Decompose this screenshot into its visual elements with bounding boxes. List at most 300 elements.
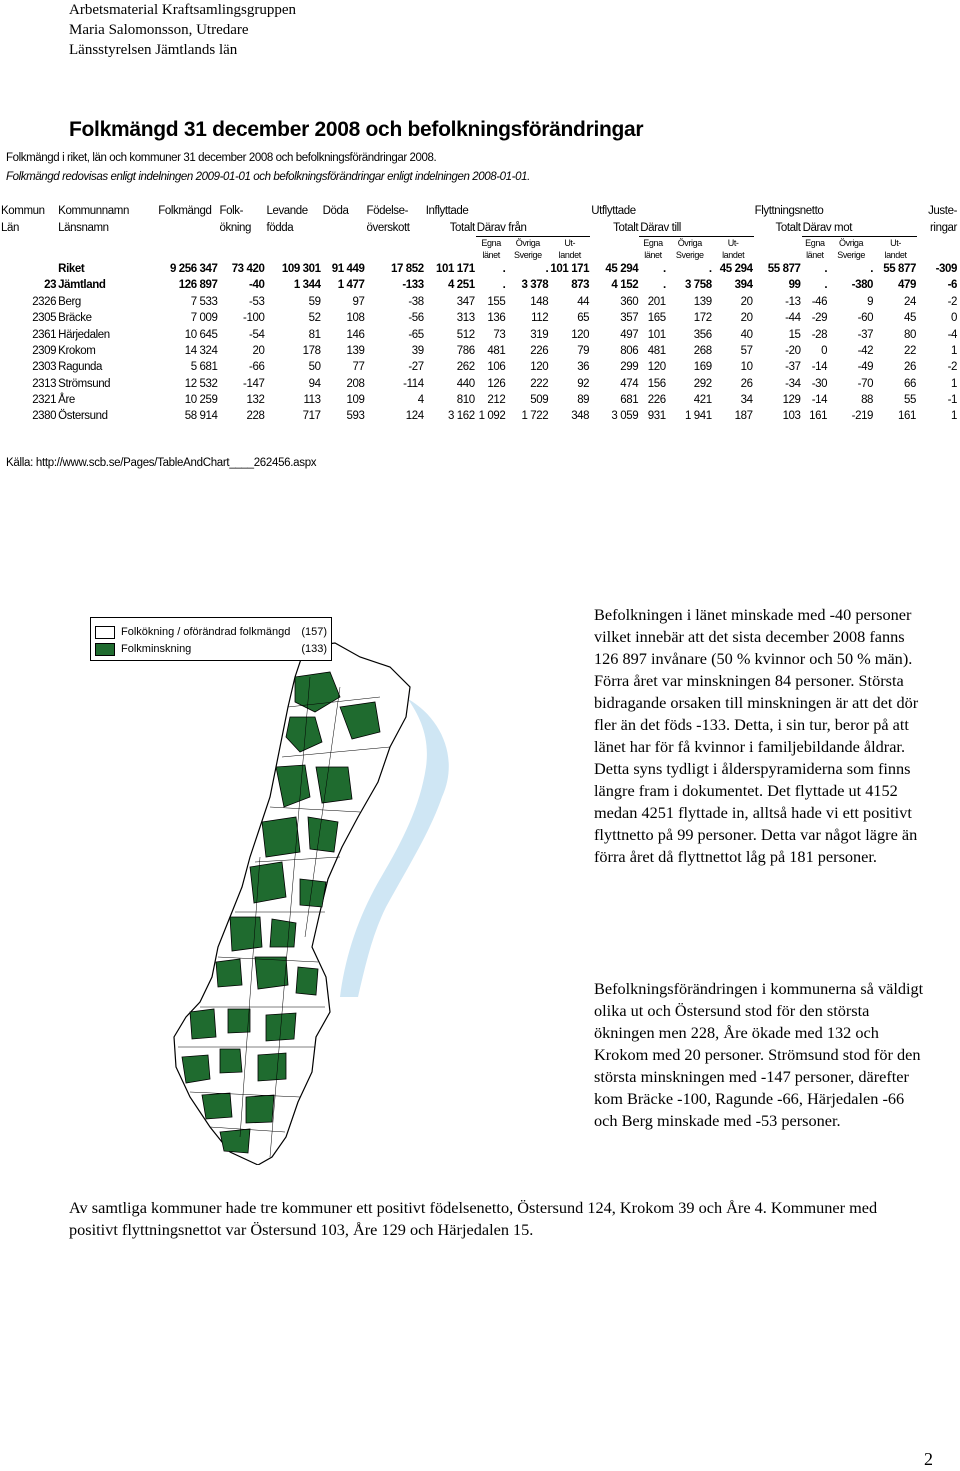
table-cell: 512 (456, 328, 475, 341)
col-header: Kommun (1, 205, 45, 218)
table-cell: 2303 (32, 361, 57, 374)
table-cell: 474 (620, 377, 639, 390)
table-cell: 55 (904, 394, 916, 407)
table-cell: 357 (620, 312, 639, 325)
table-cell: 4 152 (611, 279, 639, 292)
table-cell: -37 (857, 328, 874, 341)
table-cell: 172 (693, 312, 712, 325)
legend-item-decline (95, 641, 327, 657)
table-cell: 497 (620, 328, 639, 341)
map-legend (90, 617, 332, 661)
table-cell: 786 (456, 344, 475, 357)
table-row (0, 326, 958, 342)
table-cell: 479 (898, 279, 916, 292)
table-cell: 65 (577, 312, 590, 325)
col-group-header: Flyttningsnetto (754, 205, 824, 218)
table-cell: 509 (530, 394, 549, 407)
table-cell: 40 (740, 328, 753, 341)
table-cell: . (502, 279, 506, 292)
col-header: Kommunnamn (58, 205, 129, 218)
table-cell: 10 259 (184, 394, 218, 407)
table-cell: 34 (740, 394, 753, 407)
municipality-name-cell: Berg (58, 295, 81, 308)
table-cell: 0 (951, 312, 957, 325)
table-row (0, 392, 958, 408)
municipality-name-cell: Jämtland (58, 279, 106, 292)
table-cell: -4 (947, 328, 957, 341)
col-header: Döda (322, 205, 349, 218)
sub-header: Ut- (890, 237, 901, 248)
decline-municipality (300, 879, 326, 907)
col-header: Levande (266, 205, 308, 218)
legend-label: Folkminskning (121, 643, 192, 655)
table-cell: 1 941 (684, 410, 712, 423)
table-cell: 55 877 (883, 262, 916, 275)
table-note: Folkmängd redovisas enligt indelningen 2009-01-01 och befolkningsförändringar enligt indelningen 2008-01-01. (6, 171, 530, 183)
table-cell: -44 (785, 312, 801, 325)
sub-header: Övriga (677, 237, 702, 248)
table-cell: 146 (346, 328, 365, 341)
table-header-row-1 (0, 203, 958, 219)
col-group-header: Utflyttade (591, 205, 636, 218)
table-cell: 94 (308, 377, 321, 390)
table-cell: 45 (904, 312, 916, 325)
table-cell: 3 378 (521, 279, 549, 292)
table-cell: -37 (785, 361, 801, 374)
table-cell: 50 (308, 361, 321, 374)
table-cell: 24 (904, 295, 916, 308)
table-cell: 3 162 (448, 410, 475, 423)
table-cell: 124 (405, 410, 424, 423)
table-cell: -219 (851, 410, 874, 423)
table-cell: 73 (493, 328, 506, 341)
table-cell: -147 (243, 377, 265, 390)
decline-municipality (220, 1049, 242, 1073)
table-cell: 126 897 (178, 279, 218, 292)
table-cell: 126 (487, 377, 506, 390)
table-cell: 22 (904, 344, 916, 357)
table-cell: 17 852 (390, 262, 424, 275)
col-subgroup-header: Därav till (639, 219, 753, 236)
table-cell: 873 (571, 279, 590, 292)
table-cell: -14 (811, 394, 828, 407)
table-cell: -20 (785, 344, 801, 357)
municipality-name-cell: Härjedalen (58, 328, 110, 341)
col-header: Totalt (449, 221, 475, 234)
decline-municipality (250, 862, 286, 903)
table-cell: 292 (693, 377, 712, 390)
decline-municipality (230, 917, 262, 951)
table-cell: -29 (811, 312, 828, 325)
col-group-header: Inflyttade (425, 205, 469, 218)
header-line-2: Maria Salomonsson, Utredare (69, 22, 249, 38)
table-row (0, 359, 958, 375)
table-cell: 717 (302, 410, 321, 423)
table-cell: 1 (951, 344, 957, 357)
decline-municipality (190, 1009, 216, 1039)
table-cell: 2326 (32, 295, 57, 308)
sub-header: landet (722, 249, 745, 260)
decline-municipality (220, 1129, 250, 1153)
table-cell: 2321 (32, 394, 57, 407)
table-cell: -53 (249, 295, 265, 308)
sub-header: Egna (805, 237, 825, 248)
table-cell: . (824, 262, 828, 275)
table-header-row-4 (0, 249, 958, 261)
table-cell: 347 (456, 295, 475, 308)
table-cell: . (662, 279, 666, 292)
table-cell: 4 251 (448, 279, 475, 292)
col-header: födda (266, 221, 294, 234)
population-table (0, 203, 960, 425)
table-cell: 3 758 (684, 279, 712, 292)
page-number: 2 (924, 1449, 933, 1469)
col-subgroup-header: Därav mot (802, 219, 917, 236)
table-cell: -70 (857, 377, 874, 390)
table-body (0, 261, 958, 425)
table-cell: -1 (947, 394, 957, 407)
table-cell: 481 (647, 344, 666, 357)
table-cell: 155 (487, 295, 506, 308)
table-cell: 120 (647, 361, 666, 374)
table-cell: 9 256 347 (169, 262, 218, 275)
table-cell: 129 (782, 394, 801, 407)
table-cell: 88 (861, 394, 874, 407)
col-header: ringar (929, 221, 957, 234)
table-cell: 20 (740, 295, 753, 308)
table-cell: 139 (693, 295, 712, 308)
table-cell: 132 (246, 394, 265, 407)
table-cell: 81 (308, 328, 321, 341)
table-cell: 810 (456, 394, 475, 407)
table-cell: 593 (346, 410, 365, 423)
decline-municipality (258, 1053, 286, 1081)
table-row (0, 343, 958, 359)
table-cell: -56 (408, 312, 424, 325)
table-cell: . (824, 279, 828, 292)
table-cell: 39 (411, 344, 424, 357)
paragraph-municipality-changes: Befolkningsförändringen i kommunerna så väldigt olika ut och Östersund stod för den största ökningen men 228, Åre ökade med 132 och Krokom med 20 personer. Strömsund stod för den största minskningen med -147 personer, därefter kom Bräcke -100, Ragunde -66, Härjedalen -66 och Berg minskade med -53 personer. (594, 979, 924, 1130)
table-row (0, 310, 958, 326)
table-cell: 2309 (32, 344, 57, 357)
table-row (0, 376, 958, 392)
sub-header: Egna (481, 237, 501, 248)
table-cell: 20 (252, 344, 265, 357)
table-cell: 481 (487, 344, 506, 357)
decline-municipality (216, 959, 242, 987)
table-row (0, 261, 958, 277)
table-cell: -28 (811, 328, 828, 341)
table-cell: 73 420 (231, 262, 265, 275)
decline-municipality (262, 817, 300, 857)
table-cell: 120 (571, 328, 590, 341)
table-cell: 57 (740, 344, 753, 357)
table-cell: -133 (402, 279, 424, 292)
sub-header: Sverige (837, 249, 865, 260)
table-cell: 23 (44, 279, 57, 292)
sub-header: Sverige (675, 249, 704, 260)
table-cell: -380 (851, 279, 874, 292)
table-cell: 201 (647, 295, 666, 308)
table-row (0, 408, 958, 424)
table-cell: 3 059 (611, 410, 639, 423)
table-header-row-3 (0, 236, 958, 249)
table-cell: 268 (693, 344, 712, 357)
table-cell: 161 (898, 410, 916, 423)
table-cell: 1 (951, 377, 957, 390)
table-cell: -65 (408, 328, 424, 341)
table-cell: -14 (811, 361, 828, 374)
table-cell: 148 (530, 295, 549, 308)
table-cell: 20 (740, 312, 753, 325)
col-header: Folkmängd (158, 205, 212, 218)
table-cell: 58 914 (184, 410, 218, 423)
table-cell: 165 (647, 312, 666, 325)
table-cell: 226 (647, 394, 666, 407)
table-cell: 9 (867, 295, 874, 308)
legend-count: (157) (301, 626, 327, 638)
header-line-1: Arbetsmaterial Kraftsamlingsgruppen (69, 2, 297, 18)
table-cell: 1 092 (478, 410, 506, 423)
table-row (0, 294, 958, 310)
table-cell: 228 (246, 410, 265, 423)
table-cell: 7 009 (190, 312, 218, 325)
table-cell: 187 (734, 410, 753, 423)
table-cell: 92 (577, 377, 590, 390)
table-cell: . (870, 262, 874, 275)
table-cell: -27 (408, 361, 424, 374)
table-cell: 2305 (32, 312, 57, 325)
table-cell: 5 681 (190, 361, 218, 374)
table-cell: 109 (346, 394, 365, 407)
decline-municipality (255, 957, 288, 989)
table-cell: 319 (530, 328, 549, 341)
table-cell: 806 (620, 344, 639, 357)
table-cell: -40 (249, 279, 265, 292)
municipality-name-cell: Krokom (58, 344, 96, 357)
col-header: överskott (366, 221, 410, 234)
table-cell: -100 (243, 312, 265, 325)
table-cell: 26 (904, 361, 916, 374)
table-cell: 113 (303, 394, 321, 407)
table-cell: 45 294 (605, 262, 639, 275)
table-cell: 1 344 (293, 279, 321, 292)
table-cell: 103 (782, 410, 801, 423)
col-header: Födelse- (366, 205, 409, 218)
table-cell: -42 (857, 344, 874, 357)
table-cell: 1 (951, 410, 957, 423)
table-cell: 99 (788, 279, 801, 292)
sweden-map-graphic (90, 617, 560, 1165)
col-header: ökning (219, 221, 251, 234)
table-cell: -309 (935, 262, 957, 275)
table-cell: -34 (785, 377, 801, 390)
table-cell: 178 (302, 344, 321, 357)
table-cell: 89 (577, 394, 590, 407)
table-cell: 44 (577, 295, 590, 308)
legend-label: Folkökning / oförändrad folkmängd (121, 626, 291, 638)
table-cell: 208 (346, 377, 365, 390)
table-cell: -46 (811, 295, 828, 308)
table-cell: 55 877 (767, 262, 801, 275)
header-line-3: Länsstyrelsen Jämtlands län (69, 42, 238, 58)
table-cell: 2361 (32, 328, 57, 341)
table-cell: 80 (904, 328, 916, 341)
table-cell: -66 (249, 361, 265, 374)
table-cell: 156 (647, 377, 666, 390)
col-header (157, 219, 218, 236)
table-cell: 2380 (32, 410, 57, 423)
sub-header: landet (884, 249, 907, 260)
table-cell: 77 (352, 361, 365, 374)
table-cell: 101 171 (436, 262, 475, 275)
table-cell: -6 (947, 279, 957, 292)
table-row (0, 277, 958, 293)
table-cell: 106 (487, 361, 506, 374)
table-cell: 299 (620, 361, 639, 374)
table-cell: 136 (487, 312, 506, 325)
table-subtitle: Folkmängd i riket, län och kommuner 31 december 2008 och befolkningsförändringar 2008. (6, 152, 437, 164)
table-cell: 52 (308, 312, 321, 325)
table-cell: -38 (408, 295, 424, 308)
legend-count: (133) (301, 643, 327, 655)
municipality-name-cell: Ragunda (58, 361, 103, 374)
table-cell: 7 533 (190, 295, 218, 308)
col-header: Totalt (775, 221, 801, 234)
table-cell: 109 301 (281, 262, 321, 275)
decline-municipality (246, 1095, 274, 1123)
decline-municipality (316, 767, 352, 803)
decline-municipality (270, 919, 296, 947)
table-cell: . (502, 262, 506, 275)
decline-municipality (228, 1009, 250, 1033)
table-cell: 212 (487, 394, 506, 407)
table-cell: -54 (249, 328, 265, 341)
legend-swatch-growth (95, 626, 115, 639)
table-cell: 1 722 (521, 410, 549, 423)
sub-header: länet (644, 249, 662, 260)
sub-header: länet (806, 249, 824, 260)
sub-header: länet (482, 249, 500, 260)
table-cell: 348 (571, 410, 590, 423)
table-cell: 169 (693, 361, 712, 374)
municipality-name-cell: Östersund (58, 410, 108, 423)
municipality-name-cell: Åre (58, 394, 75, 407)
table-cell: 26 (740, 377, 753, 390)
table-cell: . (708, 262, 712, 275)
table-cell: -2 (947, 361, 957, 374)
municipality-name-cell: Bräcke (58, 312, 92, 325)
source-reference: Källa: http://www.scb.se/Pages/TableAndChart____262456.aspx (6, 457, 317, 469)
table-cell: 36 (577, 361, 590, 374)
table-cell: 931 (647, 410, 666, 423)
table-cell: 421 (693, 394, 712, 407)
col-header (322, 219, 366, 236)
table-cell: -13 (785, 295, 801, 308)
table-cell: 440 (456, 377, 475, 390)
table-cell: . (545, 262, 549, 275)
document-header (69, 0, 296, 60)
table-cell: -30 (811, 377, 828, 390)
table-cell: -49 (857, 361, 874, 374)
table-cell: 394 (734, 279, 753, 292)
decline-municipality (182, 1055, 210, 1083)
table-cell: 313 (456, 312, 475, 325)
table-cell: 120 (530, 361, 549, 374)
col-header: Län (1, 221, 19, 234)
table-cell: 12 532 (184, 377, 218, 390)
table-cell: 10 (740, 361, 753, 374)
paragraph-birth-migration: Av samtliga kommuner hade tre kommuner ett positivt födelsenetto, Östersund 124, Krokom 39 och Åre 4. Kommuner med positivt flyttningsnettot var Östersund 103, Åre 129 och Härjedalen 15. (69, 1198, 878, 1239)
decline-municipality (296, 967, 318, 995)
table-cell (0, 261, 57, 277)
sub-header: landet (558, 249, 581, 260)
sub-header: Ut- (564, 237, 576, 248)
table-cell: 101 (647, 328, 666, 341)
table-cell: 97 (352, 295, 365, 308)
table-cell: 108 (346, 312, 365, 325)
table-cell: 101 171 (550, 262, 590, 275)
table-cell: 356 (693, 328, 712, 341)
table-cell: 79 (577, 344, 590, 357)
page-title: Folkmängd 31 december 2008 och befolkningsförändringar (69, 118, 644, 141)
table-cell: 10 645 (184, 328, 218, 341)
table-cell: 91 449 (331, 262, 365, 275)
table-cell: . (662, 262, 666, 275)
table-cell: 45 294 (719, 262, 753, 275)
table-cell: 2313 (32, 377, 57, 390)
table-cell: 1 477 (337, 279, 365, 292)
decline-municipality (308, 817, 338, 852)
table-cell: 66 (904, 377, 916, 390)
municipality-name-cell: Riket (58, 262, 85, 275)
decline-municipality (202, 1093, 232, 1119)
table-cell: 0 (821, 344, 828, 357)
municipality-map (90, 617, 560, 1165)
legend-swatch-decline (95, 643, 115, 656)
table-cell: 112 (531, 312, 549, 325)
table-cell: 161 (809, 410, 828, 423)
municipality-name-cell: Strömsund (58, 377, 111, 390)
table-cell: 262 (456, 361, 475, 374)
sub-header: Ut- (727, 237, 739, 248)
table-cell: 139 (346, 344, 365, 357)
table-cell: -2 (947, 295, 957, 308)
col-header: Juste- (928, 205, 957, 218)
col-header: Länsnamn (58, 221, 109, 234)
table-cell: 15 (788, 328, 801, 341)
table-cell: 222 (530, 377, 549, 390)
table-cell: 59 (308, 295, 321, 308)
table-cell: 360 (620, 295, 639, 308)
col-subgroup-header: Därav från (476, 219, 590, 236)
col-header: Totalt (613, 221, 639, 234)
table-cell: 226 (530, 344, 549, 357)
legend-item-growth (95, 624, 327, 640)
table-cell: 14 324 (184, 344, 218, 357)
sub-header: Egna (643, 237, 663, 248)
col-header: Folk- (219, 205, 244, 218)
table-cell: -60 (857, 312, 874, 325)
sub-header: Övriga (839, 237, 864, 248)
table-cell: -114 (403, 377, 424, 390)
sub-header: Övriga (515, 237, 540, 248)
table-header-row-2 (0, 219, 958, 236)
table-cell: 681 (620, 394, 639, 407)
paragraph-county-summary: Befolkningen i länet minskade med -40 personer vilket innebär att det sista december 2008 fanns 126 897 invånare (50 % kvinnor och 50 % män). Förra året var minskningen 84 personer. Största bidragande orsaken till minskningen är att det dör fler än det föds -133. Detta, i sin tur, beror på att länet har för få kvinnor i familjebildande åldrar. Detta syns tydligt i ålderspyramiderna som finns längre fram i dokumentet. Det flyttade ut 4152 medan 4251 flyttade in, alltså hade vi ett positivt flyttnetto på 99 personer. Detta var något lägre än förra året då flyttnettot låg på 181 personer. (594, 605, 919, 866)
sub-header: Sverige (514, 249, 542, 260)
table-cell: 4 (417, 394, 424, 407)
